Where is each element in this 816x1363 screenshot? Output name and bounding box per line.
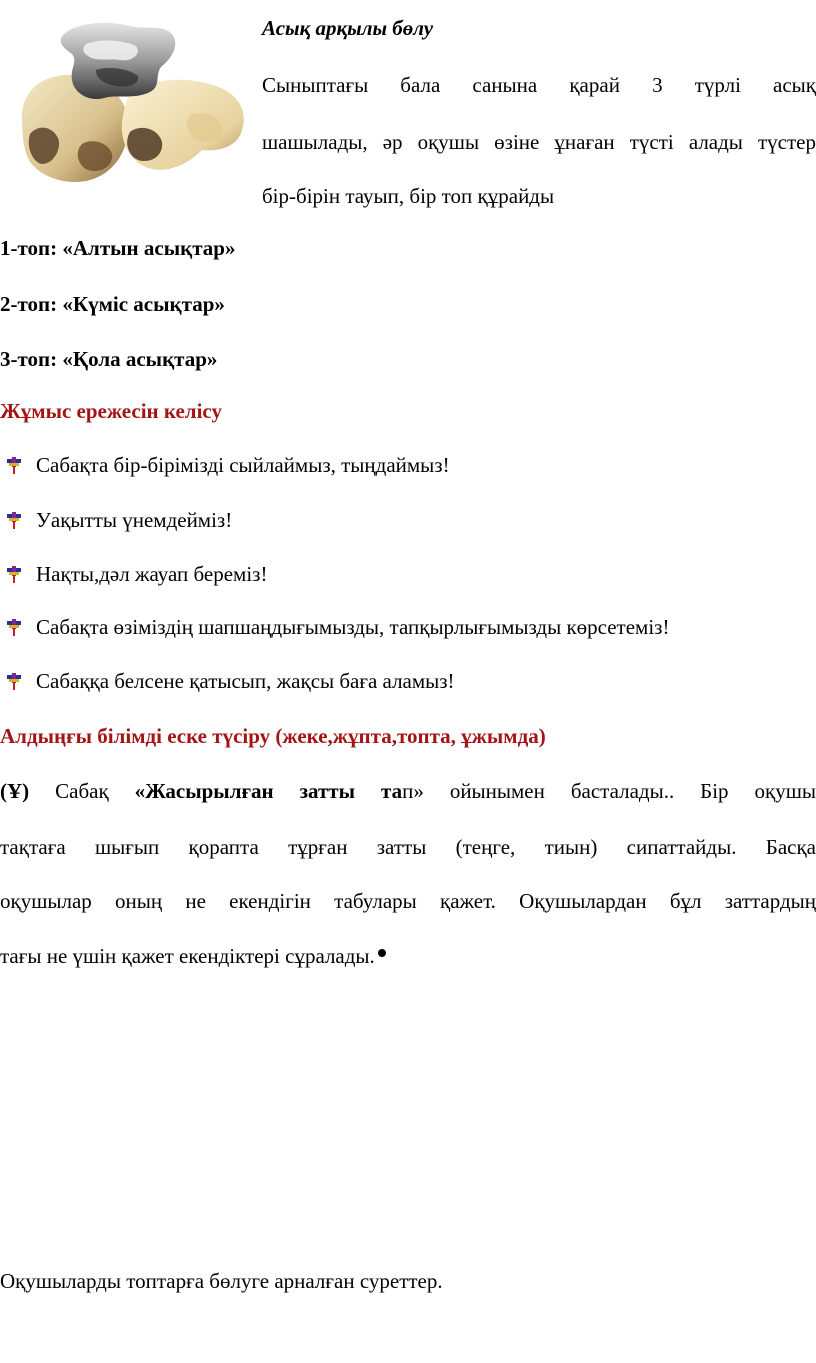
rule-text: Сабақта бір-бірімізді сыйлаймыз, тыңдаймыз! xyxy=(36,453,450,477)
bullet-dot-icon xyxy=(378,949,386,957)
review-line-4 xyxy=(0,943,386,969)
rule-text: Сабақта өзіміздің шапшаңдығымызды, тапқырлығымызды көрсетеміз! xyxy=(36,615,670,639)
images-caption: Оқушыларды топтарға бөлуге арналған суреттер. xyxy=(0,1269,443,1293)
pushpin-icon xyxy=(4,672,24,692)
review-heading: Алдыңғы білімді еске түсіру (жеке,жұпта,топта, ұжымда) xyxy=(0,724,546,748)
asyk-bones-image xyxy=(12,14,252,192)
rule-text: Сабаққа белсене қатысып, жақсы баға аламыз! xyxy=(36,669,455,693)
pushpin-icon xyxy=(4,618,24,638)
rule-item xyxy=(0,614,816,642)
group-2-label: 2-топ: «Күміс асықтар» xyxy=(0,292,225,316)
pushpin-icon xyxy=(4,511,24,531)
group-1-label: 1-топ: «Алтын асықтар» xyxy=(0,236,236,260)
review-game-title: «Жасырылған затты та xyxy=(134,779,403,803)
pushpin-icon xyxy=(4,565,24,585)
review-line-1 xyxy=(0,778,816,804)
review-game-title-end: п» xyxy=(402,779,424,803)
review-line-2: тақтаға шығып қорапта тұрған затты (теңге, тиын) сипаттайды. Басқа xyxy=(0,835,816,859)
rules-heading: Жұмыс ережесін келісу xyxy=(0,399,222,423)
section-title: Асық арқылы бөлу xyxy=(262,16,434,40)
rule-text: Нақты,дәл жауап береміз! xyxy=(36,562,268,586)
review-word: Сабақ xyxy=(55,779,109,803)
intro-line-2: шашылады, әр оқушы өзіне ұнаған түсті алады түстер xyxy=(262,130,816,154)
review-mode-label: (Ұ) xyxy=(0,779,30,803)
group-3-label: 3-топ: «Қола асықтар» xyxy=(0,347,218,371)
review-line-3: оқушылар оның не екендігін табулары қажет. Оқушылардан бұл заттардың xyxy=(0,889,816,913)
review-line-1-tail: ойынымен басталады.. Бір оқушы xyxy=(449,779,816,803)
rule-text: Уақытты үнемдейміз! xyxy=(36,508,233,532)
rule-item xyxy=(0,507,816,535)
intro-line-3: бір-бірін тауып, бір топ құрайды xyxy=(262,184,555,208)
intro-line-1: Сыныптағы бала санына қарай 3 түрлі асық xyxy=(262,73,816,97)
review-line-4-text: тағы не үшін қажет екендіктері сұралады. xyxy=(0,944,375,968)
rule-item xyxy=(0,561,816,589)
rule-item xyxy=(0,452,816,480)
pushpin-icon xyxy=(4,456,24,476)
rule-item xyxy=(0,668,816,696)
